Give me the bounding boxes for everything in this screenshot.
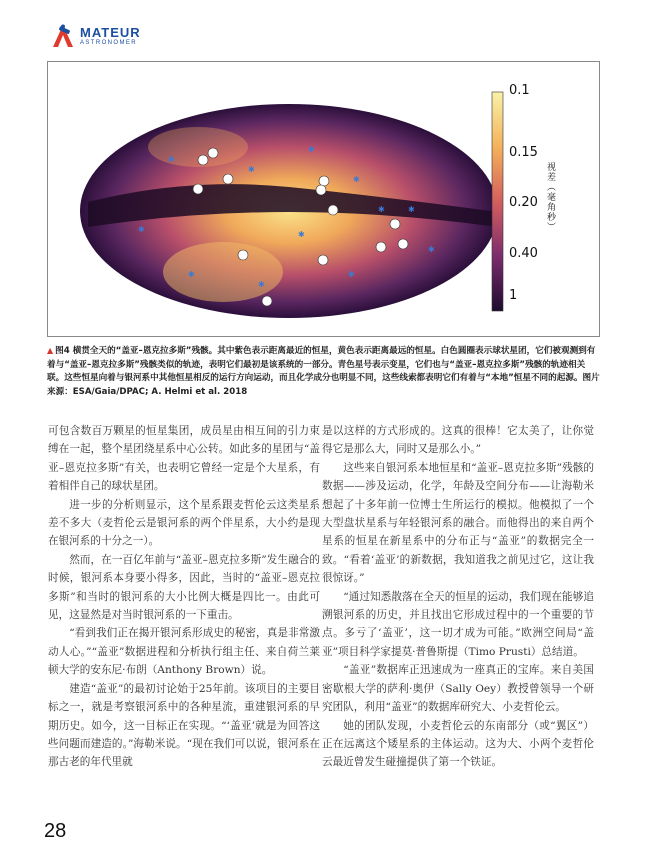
globular-cluster-marker (198, 155, 208, 165)
colorbar-tick-label: 0.20 (509, 195, 538, 210)
globular-cluster-marker (328, 205, 338, 215)
globular-cluster-marker (262, 296, 272, 306)
logo-subtitle: ASTRONOMER (80, 40, 138, 46)
caption-text: 图4 横贯全天的“盖亚–恩克拉多斯”残骸。其中紫色表示距离最近的恒星，黄色表示距离最远的恒星。白色圆圈表示球状星团，它们被观测到有着与“盖亚–恩克拉多斯”残骸类似的轨迹，表明它们最初是该系统的一部分。青色星号表示变星，它们也与“盖亚–恩克拉多斯”残骸的轨迹相关联。这些恒星向着与银河系中其他恒星相反的运行方向运动，而且化学成分也明显不同，这些线索都表明它们有着与“本地”恒星不同的起源。图片来源：ESA/Gaia/DPAC; A. Helmi et al. 2018 (47, 346, 600, 397)
paragraph: 然而，在一百亿年前与“盖亚–恩克拉多斯”发生融合的时候，银河系本身要小得多，因此，当时的“盖亚–恩克拉多斯”和当时的银河系的大小比例大概是四比一。由此可见，这显然是对当时银河系的一下重击。 (48, 553, 320, 622)
variable-star-marker: ✱ (188, 270, 195, 279)
left-column (48, 422, 320, 772)
caption-triangle-icon: ▲ (47, 346, 54, 355)
colorbar (492, 92, 503, 311)
variable-star-marker: ✱ (298, 230, 305, 239)
page-number: 28 (44, 820, 67, 842)
paragraph: “盖亚”数据库正迅速成为一座真正的宝库。来自美国密歇根大学的萨利·奥伊（Sally Oey）教授曾领导一个研究团队，利用“盖亚”的数据库研究大、小麦哲伦云。 (322, 664, 594, 714)
bright-region (163, 242, 283, 302)
paragraph: 她的团队发现，小麦哲伦云的东南部分（或“翼区”）正在远离这个矮星系的主体运动。这为大、小两个麦哲伦云最近曾发生碰撞提供了第一个铁证。 (322, 719, 594, 769)
globular-cluster-marker (208, 148, 218, 158)
colorbar-tick-label: 0.1 (509, 83, 530, 98)
globular-cluster-marker (319, 176, 329, 186)
variable-star-marker: ✱ (348, 270, 355, 279)
variable-star-marker: ✱ (168, 155, 175, 164)
globular-cluster-marker (316, 185, 326, 195)
right-column (322, 422, 594, 772)
variable-star-marker: ✱ (248, 165, 255, 174)
magazine-logo (50, 23, 141, 49)
variable-star-marker: ✱ (408, 205, 415, 214)
colorbar-tick-label: 0.40 (509, 246, 538, 261)
paragraph: 这些来自银河系本地恒星和“盖亚–恩克拉多斯”残骸的数据——涉及运动，化学，年龄及空间分布——让海勒米想起了十多年前一位博士生所运行的模拟。他模拟了一个大型盘状星系与年轻银河系的融合。而他得出的来自两个星系的恒星在新星系中的分布正与“盖亚”的数据完全一致。“看着‘盖亚’的新数据，我知道我之前见过它，这让我很惊讶。” (322, 461, 594, 585)
globular-cluster-marker (376, 242, 386, 252)
paragraph: “看到我们正在揭开银河系形成史的秘密，真是非常激动人心。”“盖亚”数据进程和分析执行组主任、来自荷兰莱顿大学的安东尼·布朗（Anthony Brown）说。 (48, 627, 320, 677)
colorbar-title: 视差（毫角秒） (545, 162, 555, 232)
variable-star-marker: ✱ (378, 205, 385, 214)
logo-title: MATEUR (80, 25, 141, 40)
paragraph: 是以这样的方式形成的。这真的很棒！它太美了，让你觉得它是那么大，同时又是那么小。” (322, 425, 594, 456)
globular-cluster-marker (238, 250, 248, 260)
paragraph: 进一步的分析则显示，这个星系跟麦哲伦云这类星系差不多大（麦哲伦云是银河系的两个伴星系，大小约是现在银河系的十分之一）。 (48, 498, 320, 548)
globular-cluster-marker (390, 219, 400, 229)
variable-star-marker: ✱ (138, 225, 145, 234)
paragraph: “通过知悉散落在全天的恒星的运动，我们现在能够追溯银河系的历史，并且找出它形成过程中的一个重要的节点。多亏了‘盖亚’，这一切才成为可能。”欧洲空间局“盖亚”项目科学家提莫·普鲁斯提（Timo Prusti）总结道。 (322, 590, 594, 658)
variable-star-marker: ✱ (308, 145, 315, 154)
variable-star-marker: ✱ (258, 280, 265, 289)
globular-cluster-marker (223, 174, 233, 184)
telescope-logo-icon (50, 23, 76, 49)
globular-cluster-marker (318, 255, 328, 265)
colorbar-tick-label: 0.15 (509, 145, 538, 160)
variable-star-marker: ✱ (353, 175, 360, 184)
gaia-sky-map-figure (47, 61, 600, 337)
variable-star-marker: ✱ (428, 245, 435, 254)
paragraph: 可包含数百万颗星的恒星集团，成员星由相互间的引力束缚在一起，整个星团绕星系中心公转。如此多的星团与“盖亚–恩克拉多斯”有关，也表明它曾经一定是个大星系，有着相伴自己的球状星团。 (48, 425, 320, 493)
globular-cluster-marker (398, 239, 408, 249)
colorbar-tick-label: 1 (509, 288, 518, 303)
paragraph: 建造“盖亚”的最初讨论始于25年前。该项目的主要目标之一，就是考察银河系中的各种星流，重建银河系的早期历史。如今，这一目标正在实现。“‘盖亚’就是为回答这些问题而建造的。”海勒米说。“现在我们可以说，银河系在那古老的年代里就 (48, 682, 320, 769)
globular-cluster-marker (193, 184, 203, 194)
figure-caption (47, 344, 602, 399)
